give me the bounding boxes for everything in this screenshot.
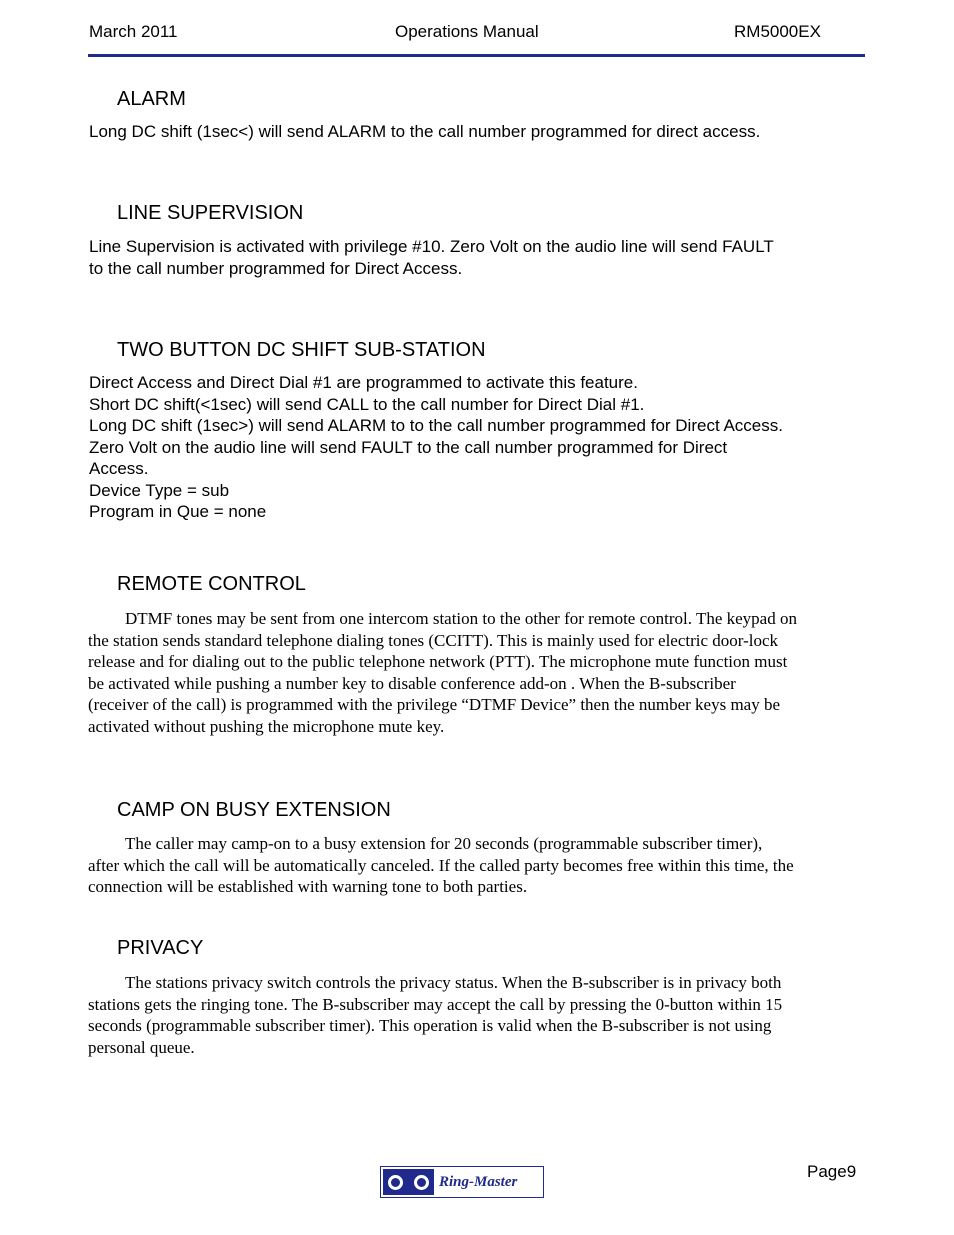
section-camp-on-body xyxy=(88,833,870,898)
header-rule xyxy=(88,54,865,57)
body-line: after which the call will be automatically canceled. If the called party becomes free within this time, the xyxy=(88,855,794,875)
logo-ring-icon xyxy=(388,1175,403,1190)
header-title: Operations Manual xyxy=(395,22,539,41)
section-remote-control-body xyxy=(88,608,870,737)
heading-privacy: PRIVACY xyxy=(117,937,204,959)
body-line: connection will be established with warning tone to both parties. xyxy=(88,877,528,896)
body-line: stations gets the ringing tone. The B-subscriber may accept the call by pressing the 0-button within 15 xyxy=(88,994,783,1014)
section-two-button-body xyxy=(89,372,869,523)
body-line: The stations privacy switch controls the privacy status. When the B-subscriber is in privacy both xyxy=(125,973,782,992)
body-line: DTMF tones may be sent from one intercom station to the other for remote control. The keypad on xyxy=(125,609,797,628)
logo-text: Ring-Master xyxy=(439,1173,518,1190)
section-alarm-body xyxy=(89,121,869,143)
body-line: Long DC shift (1sec>) will send ALARM to to the call number programmed for Direct Access. xyxy=(89,416,783,435)
body-line: Short DC shift(<1sec) will send CALL to the call number for Direct Dial #1. xyxy=(89,394,645,414)
body-line: seconds (programmable subscriber timer). This operation is valid when the B-subscriber is not using xyxy=(88,1016,772,1035)
logo-oo-icon xyxy=(383,1169,434,1195)
body-line: release and for dialing out to the public telephone network (PTT). The microphone mute function must xyxy=(88,652,788,671)
body-line: Device Type = sub xyxy=(89,480,230,500)
heading-camp-on: CAMP ON BUSY EXTENSION xyxy=(117,799,391,821)
body-line: The caller may camp-on to a busy extension for 20 seconds (programmable subscriber timer), xyxy=(125,834,763,853)
logo-ring-icon xyxy=(414,1175,429,1190)
header-model: RM5000EX xyxy=(734,22,821,41)
page-number: Page9 xyxy=(807,1162,857,1181)
section-privacy-body xyxy=(88,972,870,1058)
heading-line-supervision: LINE SUPERVISION xyxy=(117,202,304,224)
section-line-supervision-body xyxy=(89,236,869,279)
body-line: Zero Volt on the audio line will send FAULT to the call number programmed for Direct xyxy=(89,437,728,457)
heading-remote-control: REMOTE CONTROL xyxy=(117,573,306,595)
ring-master-logo xyxy=(380,1166,544,1198)
header-date: March 2011 xyxy=(89,22,178,41)
body-line: to the call number programmed for Direct Access. xyxy=(89,258,463,278)
body-line: Line Supervision is activated with privilege #10. Zero Volt on the audio line will send FAULT xyxy=(89,237,774,256)
body-line: Direct Access and Direct Dial #1 are programmed to activate this feature. xyxy=(89,373,638,392)
body-line: Program in Que = none xyxy=(89,502,267,521)
body-line: personal queue. xyxy=(88,1037,195,1057)
heading-alarm: ALARM xyxy=(117,88,186,110)
body-line: Long DC shift (1sec<) will send ALARM to the call number programmed for direct access. xyxy=(89,122,761,141)
body-line: the station sends standard telephone dialing tones (CCITT). This is mainly used for electric door-lock xyxy=(88,630,779,650)
body-line: be activated while pushing a number key to disable conference add-on . When the B-subscriber xyxy=(88,673,736,693)
body-line: activated without pushing the microphone mute key. xyxy=(88,716,445,736)
body-line: Access. xyxy=(89,459,149,478)
heading-two-button: TWO BUTTON DC SHIFT SUB-STATION xyxy=(117,339,486,361)
body-line: (receiver of the call) is programmed with the privilege “DTMF Device” then the number keys may be xyxy=(88,695,781,714)
